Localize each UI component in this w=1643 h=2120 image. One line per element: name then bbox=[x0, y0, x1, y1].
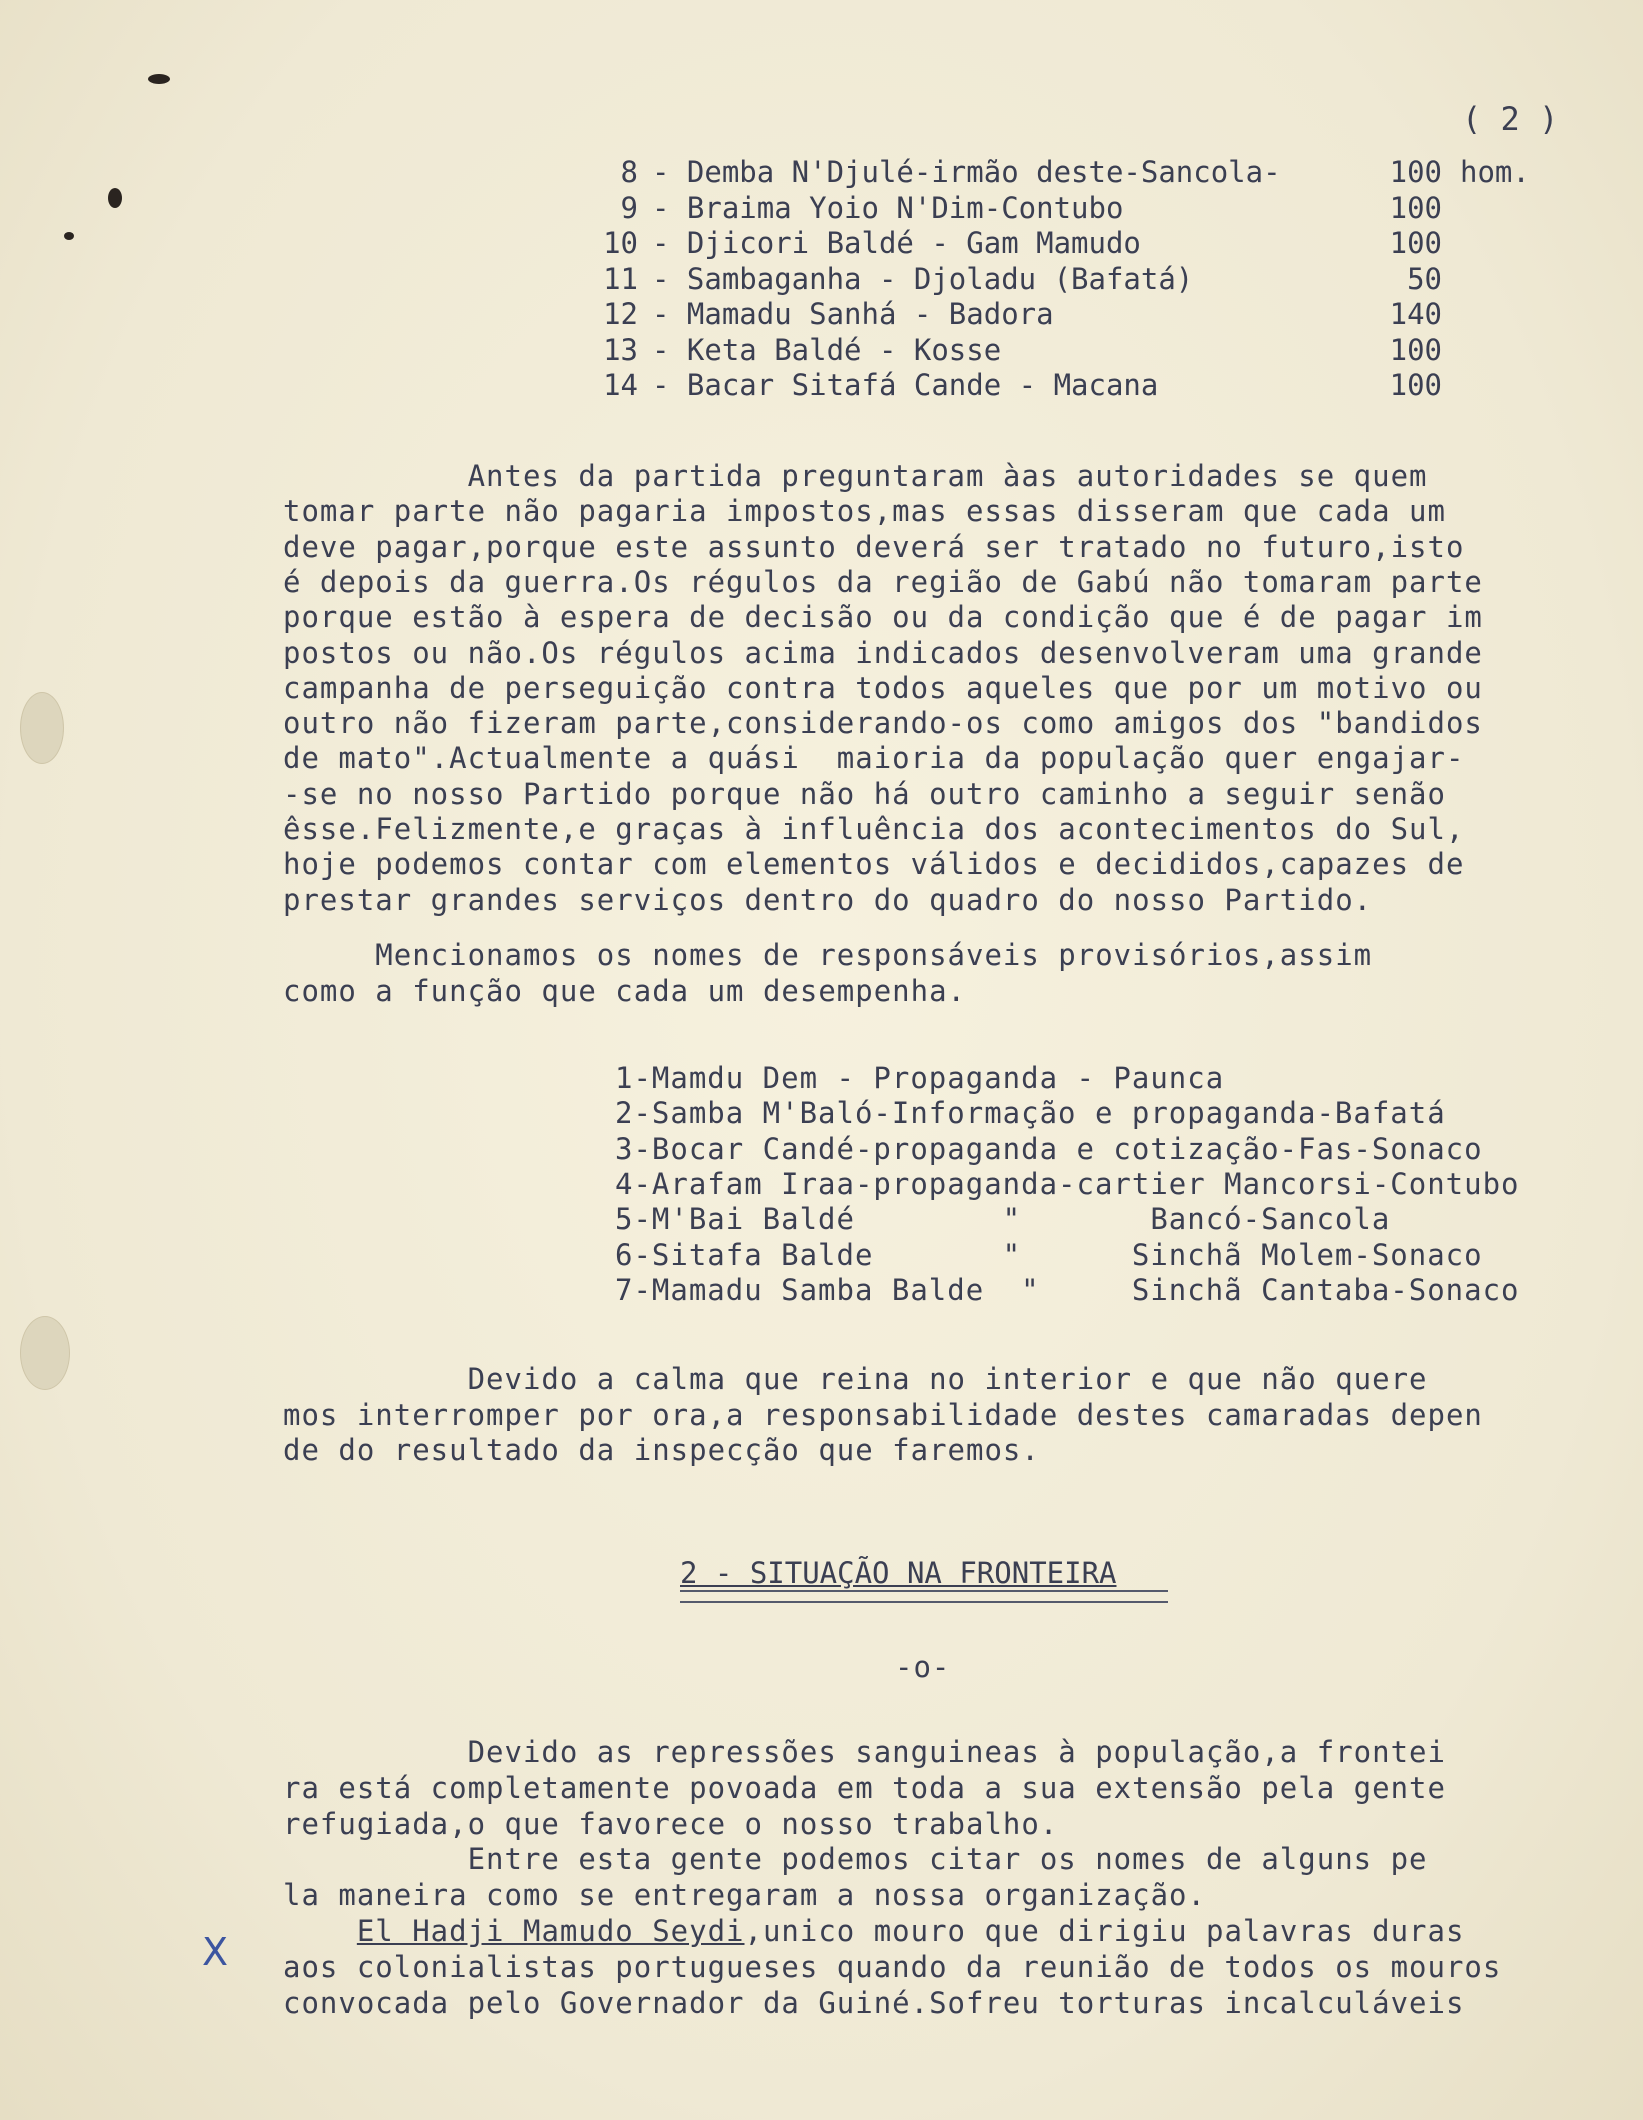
paragraph-line: como a função que cada um desempenha. bbox=[283, 973, 967, 1008]
row-number: 13 bbox=[603, 332, 638, 367]
responsavel-row: 3-Bocar Candé-propaganda e cotização-Fas-Sonaco bbox=[615, 1131, 1483, 1166]
paragraph-line: -se no nosso Partido porque não há outro caminho a seguir senão bbox=[283, 776, 1446, 811]
paragraph-line: Devido as repressões sanguineas à população,a frontei bbox=[283, 1735, 1446, 1769]
responsavel-row: 5-M'Bai Baldé " Bancó-Sancola bbox=[615, 1202, 1391, 1237]
underlined-name: El Hadji Mamudo Seydi bbox=[356, 1914, 745, 1948]
responsavel-row: 2-Samba M'Baló-Informação e propaganda-Bafatá bbox=[615, 1096, 1446, 1131]
heading-double-underline bbox=[680, 1590, 1168, 1603]
row-value: 100 bbox=[1389, 155, 1442, 189]
page-number: ( 2 ) bbox=[1462, 100, 1559, 138]
row-name: - Braima Yoio N'Dim-Contubo bbox=[652, 190, 1124, 225]
paragraph-line: porque estão à espera de decisão ou da condição que é de pagar im bbox=[283, 600, 1483, 635]
punch-hole-bottom bbox=[20, 1316, 70, 1390]
responsavel-row: 4-Arafam Iraa-propaganda-cartier Mancorsi-Contubo bbox=[615, 1166, 1520, 1201]
responsavel-row: 6-Sitafa Balde " Sinchã Molem-Sonaco bbox=[615, 1237, 1483, 1272]
paragraph-line: tomar parte não pagaria impostos,mas essas disseram que cada um bbox=[283, 494, 1446, 529]
row-value: 100 bbox=[1389, 332, 1442, 367]
paragraph-line: la maneira como se entregaram a nossa organização. bbox=[283, 1878, 1206, 1913]
paragraph-line: de mato".Actualmente a quási maioria da população quer engajar- bbox=[283, 741, 1465, 776]
paragraph-line: El Hadji Mamudo Seydi,unico mouro que dirigiu palavras duras bbox=[356, 1914, 1465, 1948]
paragraph-line: Devido a calma que reina no interior e que não quere bbox=[283, 1362, 1428, 1396]
paragraph-line: deve pagar,porque este assunto deverá ser tratado no futuro,isto bbox=[283, 529, 1465, 564]
paragraph-line: mos interromper por ora,a responsabilidade destes camaradas depen bbox=[283, 1397, 1483, 1432]
row-number: 9 bbox=[620, 190, 638, 225]
row-name: - Bacar Sitafá Cande - Macana bbox=[652, 368, 1159, 402]
paragraph-line: campanha de perseguição contra todos aqueles que por um motivo ou bbox=[283, 670, 1483, 705]
row-name: - Sambaganha - Djoladu (Bafatá) bbox=[652, 261, 1194, 296]
row-name: - Demba N'Djulé-irmão deste-Sancola- bbox=[652, 155, 1281, 189]
row-name: - Keta Baldé - Kosse bbox=[652, 332, 1002, 367]
row-unit: hom. bbox=[1460, 155, 1530, 189]
margin-mark: X bbox=[202, 1930, 229, 1974]
paragraph-line: refugiada,o que favorece o nosso trabalho. bbox=[283, 1806, 1059, 1841]
paragraph-line: prestar grandes serviços dentro do quadro do nosso Partido. bbox=[283, 882, 1373, 917]
ink-spot bbox=[148, 74, 170, 84]
responsavel-row: 1-Mamdu Dem - Propaganda - Paunca bbox=[615, 1061, 1225, 1095]
row-value: 100 bbox=[1389, 226, 1442, 260]
row-number: 11 bbox=[603, 261, 638, 296]
paragraph-line: hoje podemos contar com elementos válidos e decididos,capazes de bbox=[283, 847, 1465, 882]
paragraph-line: Mencionamos os nomes de responsáveis provisórios,assim bbox=[283, 938, 1373, 972]
row-number: 10 bbox=[603, 226, 638, 260]
row-value: 140 bbox=[1389, 297, 1442, 331]
row-value: 100 bbox=[1389, 190, 1442, 225]
paragraph-line: ra está completamente povoada em toda a sua extensão pela gente bbox=[283, 1770, 1446, 1805]
ink-spot bbox=[108, 188, 122, 208]
paragraph-line: êsse.Felizmente,e graças à influência dos acontecimentos do Sul, bbox=[283, 812, 1465, 846]
row-name: - Djicori Baldé - Gam Mamudo bbox=[652, 226, 1141, 260]
row-value: 100 bbox=[1389, 368, 1442, 402]
row-number: 12 bbox=[603, 297, 638, 331]
row-number: 14 bbox=[603, 368, 638, 402]
row-name: - Mamadu Sanhá - Badora bbox=[652, 297, 1054, 331]
row-number: 8 bbox=[620, 155, 638, 189]
paragraph-line: postos ou não.Os régulos acima indicados desenvolveram uma grande bbox=[283, 635, 1483, 670]
section-separator: -o- bbox=[895, 1650, 951, 1684]
paragraph-line: aos colonialistas portugueses quando da reunião de todos os mouros bbox=[283, 1949, 1502, 1984]
punch-hole-top bbox=[20, 692, 64, 764]
ink-spot bbox=[64, 232, 74, 240]
row-value: 50 bbox=[1407, 261, 1442, 296]
paragraph-line: convocada pelo Governador da Guiné.Sofreu torturas incalculáveis bbox=[283, 1985, 1465, 2020]
paragraph-line: outro não fizeram parte,considerando-os como amigos dos "bandidos bbox=[283, 706, 1483, 741]
paragraph-line: de do resultado da inspecção que faremos. bbox=[283, 1433, 1040, 1467]
paragraph-line: Entre esta gente podemos citar os nomes de alguns pe bbox=[283, 1842, 1428, 1877]
section-heading: 2 - SITUAÇÃO NA FRONTEIRA bbox=[680, 1556, 1117, 1590]
paragraph-line: Antes da partida preguntaram àas autoridades se quem bbox=[283, 459, 1428, 493]
responsavel-row: 7-Mamadu Samba Balde " Sinchã Cantaba-Sonaco bbox=[615, 1272, 1520, 1307]
paragraph-line: é depois da guerra.Os régulos da região de Gabú não tomaram parte bbox=[283, 564, 1483, 599]
